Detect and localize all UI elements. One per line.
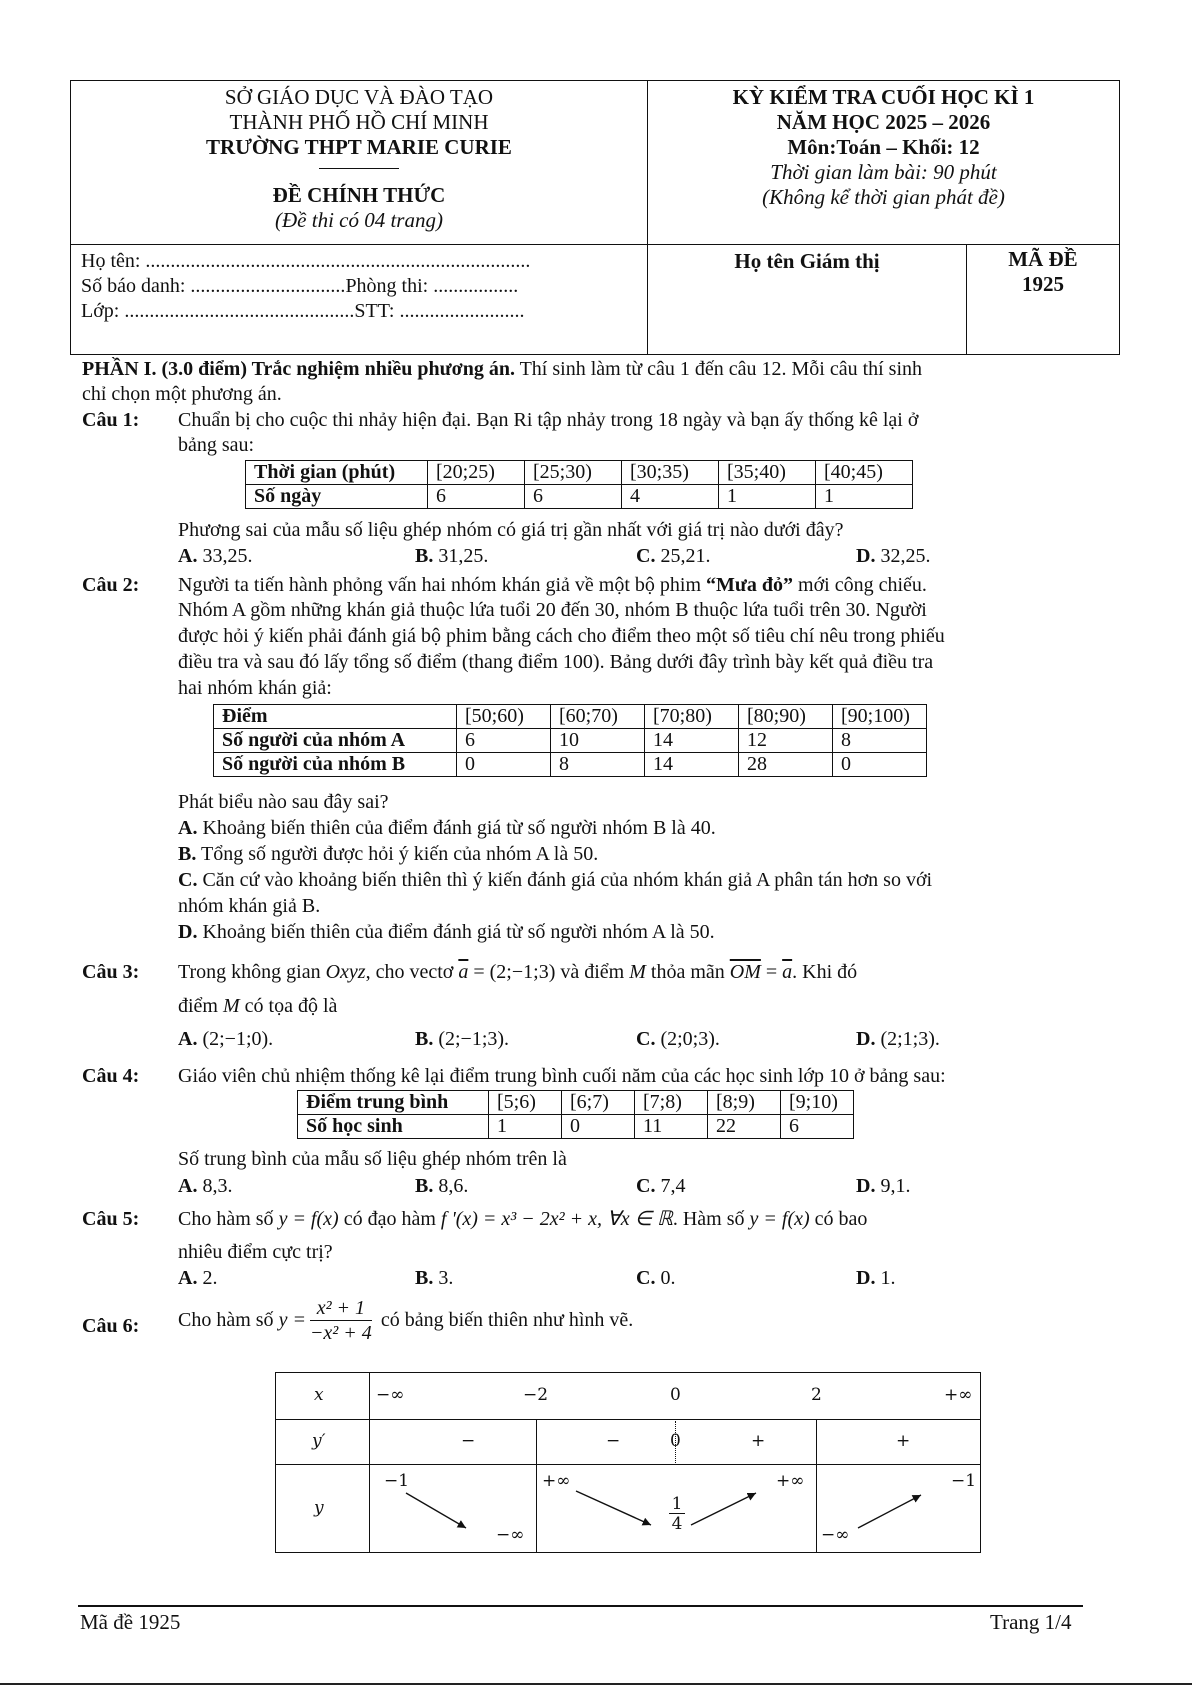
question-2-text-line5: hai nhóm khán giả: [178,677,332,699]
vector-om: $\overline{OM}$ [729,961,761,983]
question-4-table [297,1090,854,1139]
question-2-text-line4: điều tra và sau đó lấy tổng số điểm (thang điểm 100). Bảng dưới đây trình bày kết quả điều tra [178,651,934,673]
question-6-text: Cho hàm số y = $\frac{\text{x² + 1}}{\text{−x² + 4}}$ có bảng biến thiên như hình vẽ. [178,1297,634,1344]
minimum-value: 1 4 [669,1495,685,1534]
question-4-text: Giáo viên chủ nhiệm thống kê lại điểm trung bình cuối năm của các học sinh lớp 10 ở bảng sau: [178,1065,946,1087]
question-3-text-line2: điểm M có tọa độ là [178,995,338,1017]
derivative-row-label: y′ [312,1431,326,1451]
table-row: Thời gian (phút) [20;25) [25;30) [30;35) [35;40) [40;45) [246,461,913,485]
question-1-option-b[interactable]: B. 31,25. [415,545,489,567]
question-3-option-b[interactable]: B. (2;−1;3). [415,1028,510,1050]
question-2-label: Câu 2: [82,574,140,596]
exam-title: KỲ KIỂM TRA CUỐI HỌC KÌ 1 [732,85,1035,109]
footer-exam-code: Mã đề 1925 [80,1610,181,1634]
part1-title: PHẦN I. (3.0 điểm) Trắc nghiệm nhiều phương án. [82,358,515,380]
footer-divider [78,1605,1083,1607]
question-1-text-line2: bảng sau: [178,434,255,456]
exam-code-label: MÃ ĐỀ [1008,247,1078,271]
question-5-option-c[interactable]: C. 0. [636,1267,676,1289]
question-4-option-a[interactable]: A. 8,3. [178,1175,233,1197]
table-row: Số học sinh 1 0 11 22 6 [298,1115,854,1139]
table-row: Số người của nhóm A 6 10 14 12 8 [214,729,927,753]
question-1-label: Câu 1: [82,409,140,431]
vector-a: $\overline{a}$ [458,961,469,983]
header-divider-horizontal [71,244,1119,245]
question-3-label: Câu 3: [82,961,140,983]
pages-note: (Đề thi có 04 trang) [275,208,443,232]
question-1-table [245,460,913,509]
question-2-prompt: Phát biểu nào sau đây sai? [178,791,389,813]
question-2-option-b[interactable]: B. Tổng số người được hỏi ý kiến của nhóm A là 50. [178,843,599,865]
variation-table: x y′ y −∞ −2 0 2 +∞ − − 0 + + −1 −∞ +∞ 1 4 +∞ −∞ −1 [275,1372,981,1553]
y-row-label: y [314,1498,324,1518]
student-name-field[interactable]: Họ tên: ............................................................................. [81,250,531,272]
duration-note: (Không kể thời gian phát đề) [762,185,1005,209]
function-fraction: $\frac{\text{x² + 1}}{\text{−x² + 4}}$ [309,1297,372,1344]
question-4-prompt: Số trung bình của mẫu số liệu ghép nhóm trên là [178,1148,567,1170]
question-1-option-d[interactable]: D. 32,25. [856,545,931,567]
question-4-option-c[interactable]: C. 7,4 [636,1175,686,1197]
question-2-text-line2: Nhóm A gồm những khán giả thuộc lứa tuổi 20 đến 30, nhóm B thuộc lứa tuổi trên 30. Người [178,599,927,621]
footer-page-number: Trang 1/4 [990,1610,1072,1634]
exam-header-box [70,80,1120,355]
school-name: TRƯỜNG THPT MARIE CURIE [206,135,512,159]
order-number-field[interactable]: STT: ......................... [354,300,525,322]
question-5-option-d[interactable]: D. 1. [856,1267,896,1289]
exam-code-block [967,247,1119,297]
exam-duration: Thời gian làm bài: 90 phút [770,160,997,184]
table-row: Điểm [50;60) [60;70) [70;80) [80;90) [90;100) [214,705,927,729]
question-4-option-b[interactable]: B. 8,6. [415,1175,469,1197]
department-line2: THÀNH PHỐ HỒ CHÍ MINH [229,110,489,134]
question-3-option-a[interactable]: A. (2;−1;0). [178,1028,274,1050]
exam-room-field[interactable]: Phòng thi: ................. [345,275,519,297]
question-3-option-c[interactable]: C. (2;0;3). [636,1028,720,1050]
part1-instruction-line2: chỉ chọn một phương án. [82,383,282,405]
table-row: Số ngày 6 6 4 1 1 [246,485,913,509]
question-4-option-d[interactable]: D. 9,1. [856,1175,911,1197]
table-row: Số người của nhóm B 0 8 14 28 0 [214,753,927,777]
question-6-label: Câu 6: [82,1315,140,1337]
question-5-option-b[interactable]: B. 3. [415,1267,454,1289]
exam-info-block [648,85,1119,210]
question-2-option-c[interactable]: C. Căn cứ vào khoảng biến thiên thì ý kiến đánh giá của nhóm khán giả A phân tán hơn so với [178,869,933,891]
question-1-option-a[interactable]: A. 33,25. [178,545,253,567]
question-2-option-c-continued: nhóm khán giả B. [178,895,321,917]
question-5-label: Câu 5: [82,1208,140,1230]
question-5-text: Cho hàm số y = f(x) có đạo hàm f '(x) = x³ − 2x² + x, ∀x ∈ ℝ. Hàm số y = f(x) có bao [178,1208,868,1230]
question-2-option-d[interactable]: D. Khoảng biến thiên của điểm đánh giá từ số người nhóm A là 50. [178,921,715,943]
class-field[interactable]: Lớp: .............................................. [81,300,355,322]
film-title: “Mưa đỏ” [706,574,794,596]
student-info-fields [81,249,530,324]
question-5-text-line2: nhiêu điểm cực trị? [178,1241,333,1263]
question-2-text-line3: được hỏi ý kiến phải đánh giá bộ phim bằng cách cho điểm theo một số tiêu chí nêu trong phiếu [178,625,945,647]
exam-code-value: 1925 [1022,272,1064,296]
question-5-option-a[interactable]: A. 2. [178,1267,218,1289]
question-2-table [213,704,927,777]
variation-arrows [276,1373,982,1554]
official-label: ĐỀ CHÍNH THỨC [272,183,446,207]
separator-line [319,168,399,169]
student-id-field[interactable]: Số báo danh: ............................... [81,275,346,297]
school-year: NĂM HỌC 2025 – 2026 [776,110,991,134]
question-2-option-a[interactable]: A. Khoảng biến thiên của điểm đánh giá từ số người nhóm B là 40. [178,817,716,839]
question-1-option-c[interactable]: C. 25,21. [636,545,711,567]
table-row: Điểm trung bình [5;6) [6;7) [7;8) [8;9) [9;10) [298,1091,854,1115]
subject-grade: Môn:Toán – Khối: 12 [787,135,980,159]
x-row-label: x [314,1385,324,1405]
question-3-text: Trong không gian Oxyz, cho vectơ $\overline{a}$ = (2;−1;3) và điểm M thỏa mãn $\overline{OM} = \overline{a}$. Khi đó [178,961,858,983]
proctor-name-label: Họ tên Giám thị [734,249,880,273]
department-block [71,85,647,233]
question-1-prompt: Phương sai của mẫu số liệu ghép nhóm có giá trị gần nhất với giá trị nào dưới đây? [178,519,844,541]
question-3-option-d[interactable]: D. (2;1;3). [856,1028,940,1050]
question-1-text: Chuẩn bị cho cuộc thi nhảy hiện đại. Bạn Ri tập nhảy trong 18 ngày và bạn ấy thống kê lại ở [178,409,919,431]
derivative-formula: f '(x) = x³ − 2x² + x, ∀x ∈ ℝ [440,1208,673,1230]
part1-instruction: PHẦN I. (3.0 điểm) Trắc nghiệm nhiều phương án. Thí sinh làm từ câu 1 đến câu 12. Mỗi câu thí sinh [82,358,923,380]
question-4-label: Câu 4: [82,1065,140,1087]
question-2-text: Người ta tiến hành phỏng vấn hai nhóm khán giả về một bộ phim “Mưa đỏ” mới công chiếu. [178,574,927,596]
department-line1: SỞ GIÁO DỤC VÀ ĐÀO TẠO [224,85,494,109]
